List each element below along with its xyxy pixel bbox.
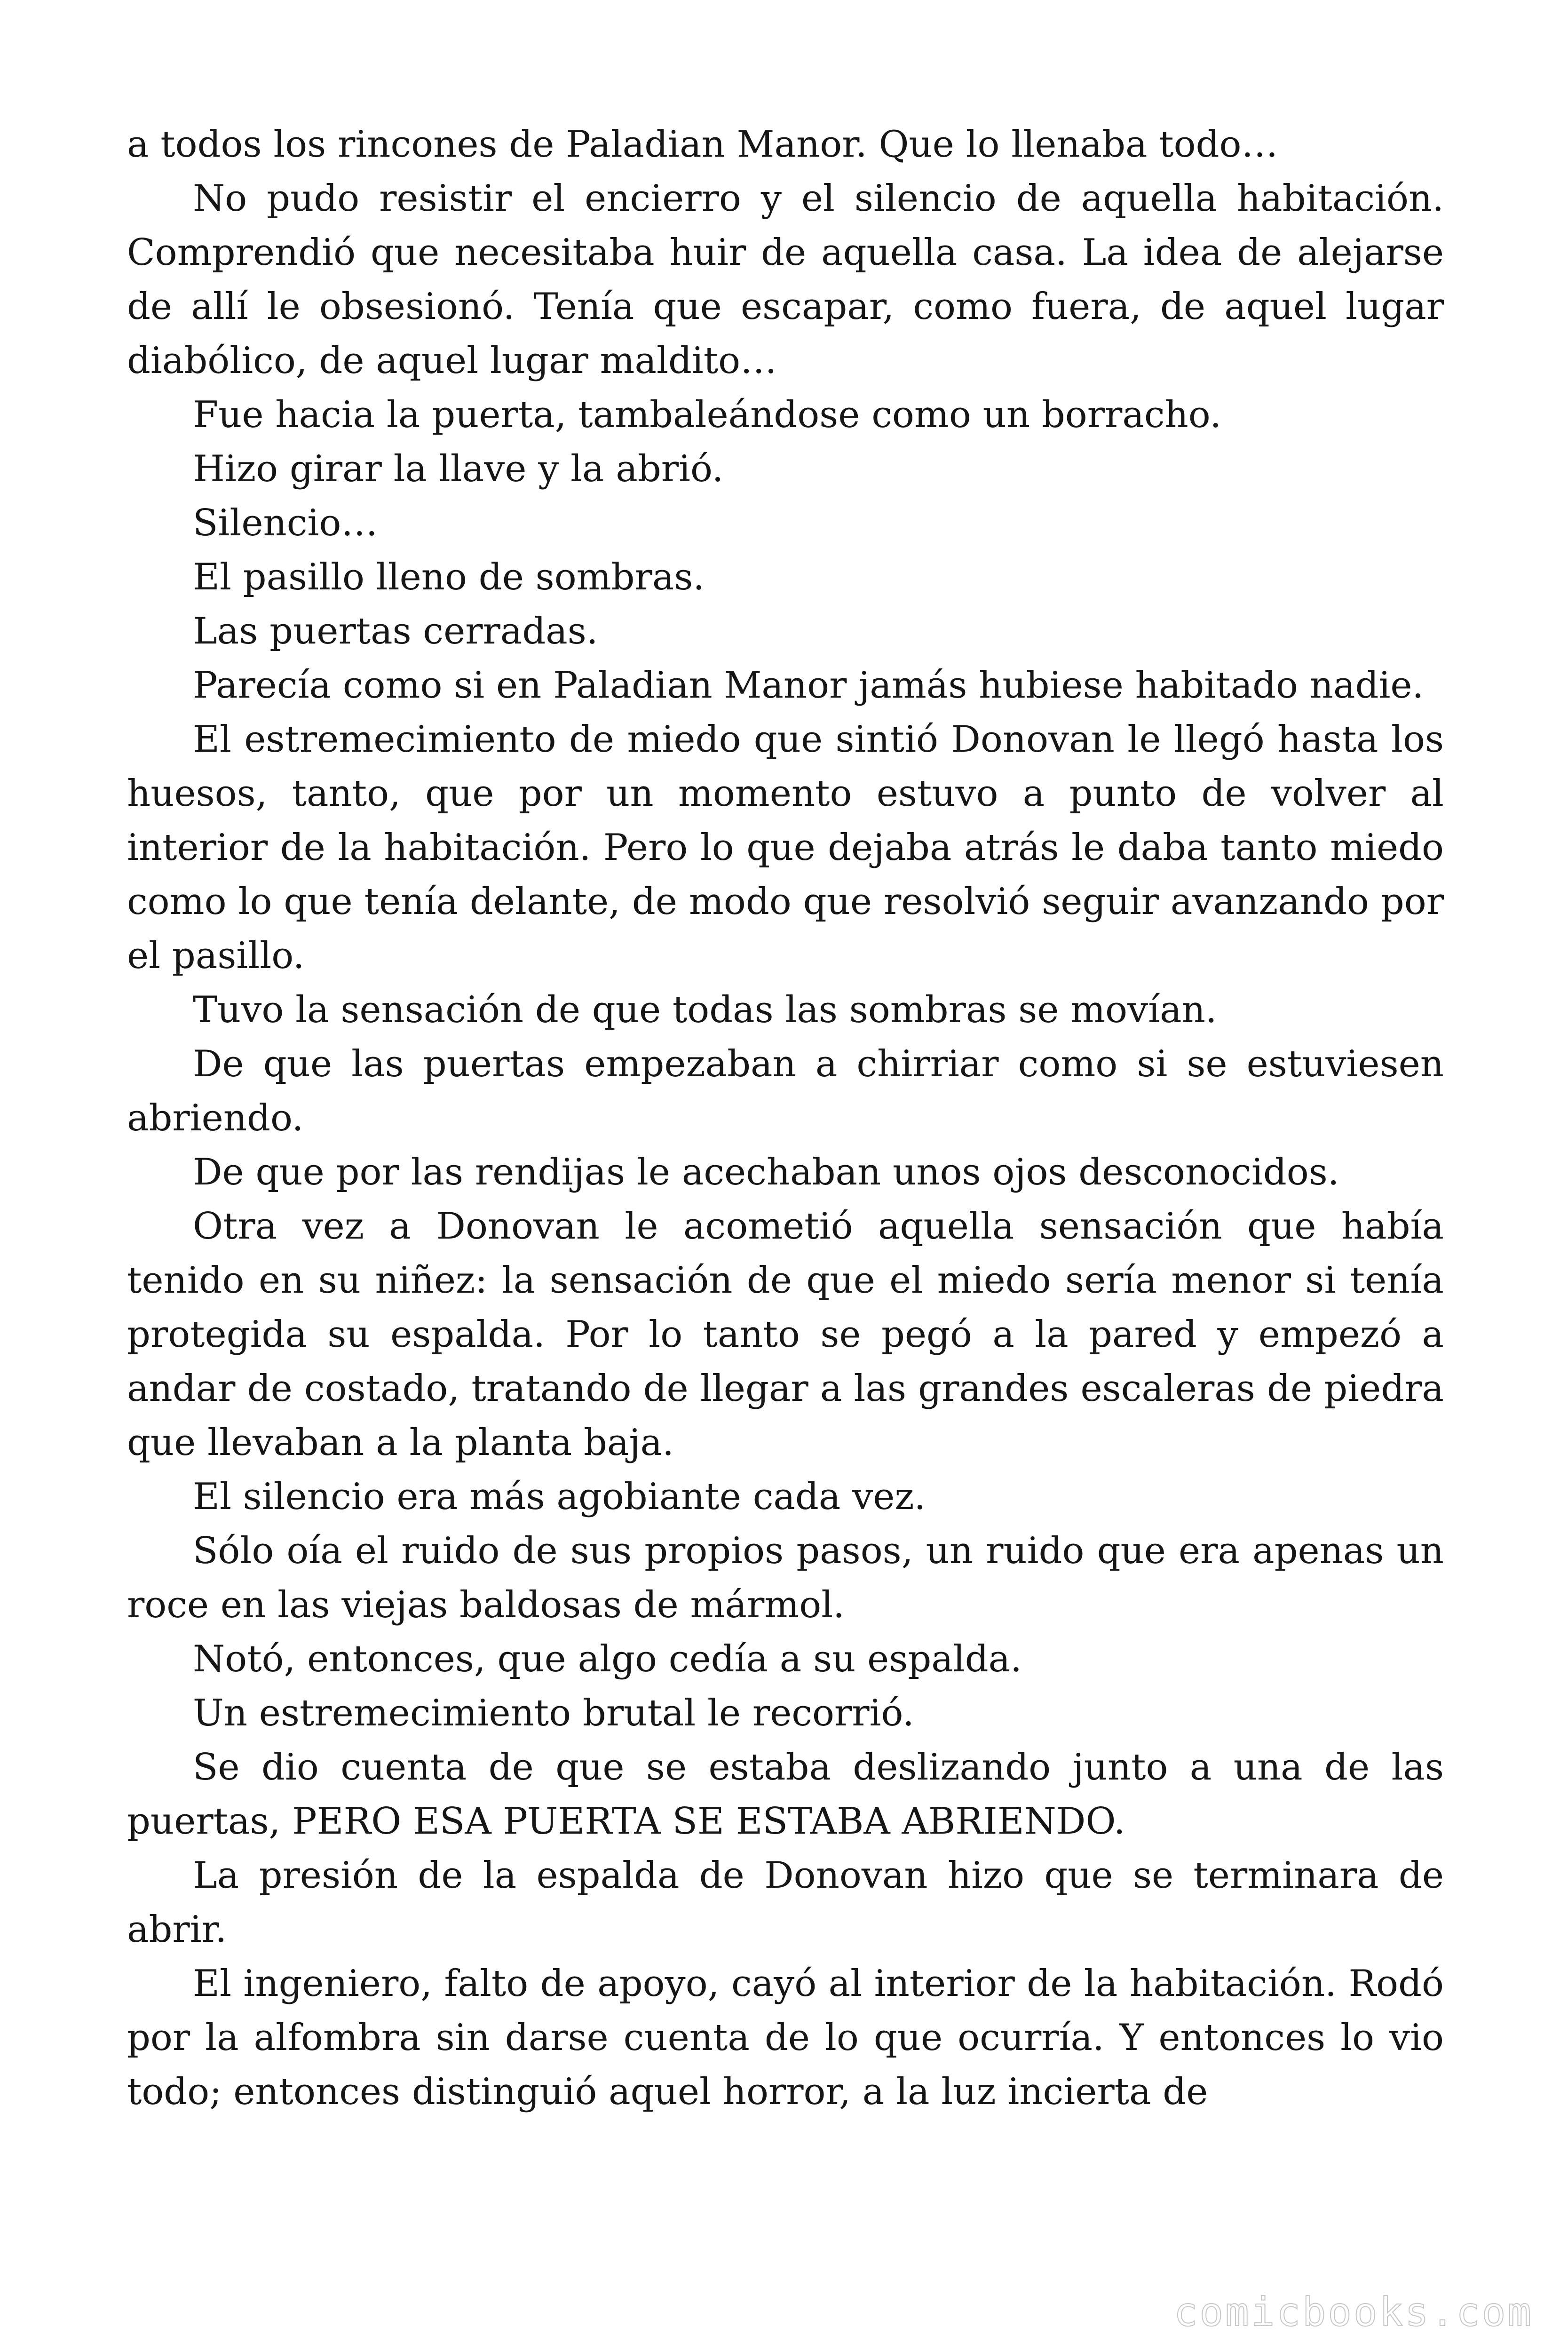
book-page	[127, 118, 1444, 2206]
paragraph: La presión de la espalda de Donovan hizo que se terminara de abrir.	[127, 1854, 1444, 1951]
paragraph: Sólo oía el ruido de sus propios pasos, un ruido que era apenas un roce en las viejas baldosas de mármol.	[127, 1530, 1444, 1626]
paragraph: El silencio era más agobiante cada vez.	[193, 1476, 926, 1518]
paragraph: El ingeniero, falto de apoyo, cayó al interior de la habitación. Rodó por la alfombra sin darse cuenta de lo que ocurría. Y entonces lo vio todo; entonces distinguió aquel horror, a la luz incierta de	[127, 1963, 1444, 2113]
paragraph: Un estremecimiento brutal le recorrió.	[193, 1692, 914, 1734]
paragraph: a todos los rincones de Paladian Manor. Que lo llenaba todo…	[127, 123, 1278, 166]
paragraph: Otra vez a Donovan le acometió aquella sensación que había tenido en su niñez: la sensación de que el miedo sería menor si tenía protegida su espalda. Por lo tanto se pegó a la pared y empezó a andar de costado, tratando de llegar a las grandes escaleras de piedra que llevaban a la planta baja.	[127, 1205, 1444, 1464]
paragraph: Se dio cuenta de que se estaba deslizando junto a una de las puertas, PERO ESA PUERTA SE ESTABA ABRIENDO.	[127, 1746, 1444, 1843]
paragraph: No pudo resistir el encierro y el silencio de aquella habitación. Comprendió que necesitaba huir de aquella casa. La idea de alejarse de allí le obsesionó. Tenía que escapar, como fuera, de aquel lugar diabólico, de aquel lugar maldito…	[127, 177, 1444, 382]
paragraph: Notó, entonces, que algo cedía a su espalda.	[193, 1638, 1022, 1680]
paragraph: De que las puertas empezaban a chirriar como si se estuviesen abriendo.	[127, 1043, 1444, 1139]
paragraph: Hizo girar la llave y la abrió.	[193, 448, 724, 490]
page-text	[127, 118, 1444, 2119]
paragraph: Fue hacia la puerta, tambaleándose como un borracho.	[193, 394, 1222, 436]
paragraph: Tuvo la sensación de que todas las sombras se movían.	[193, 989, 1217, 1031]
paragraph: Parecía como si en Paladian Manor jamás hubiese habitado nadie.	[193, 664, 1424, 707]
watermark: comicbooks.com	[1173, 2289, 1533, 2335]
paragraph: Silencio…	[193, 502, 378, 544]
paragraph: El pasillo lleno de sombras.	[193, 556, 705, 598]
paragraph: De que por las rendijas le acechaban unos ojos desconocidos.	[193, 1151, 1339, 1193]
paragraph: Las puertas cerradas.	[193, 610, 598, 652]
paragraph: El estremecimiento de miedo que sintió Donovan le llegó hasta los huesos, tanto, que por un momento estuvo a punto de volver al interior de la habitación. Pero lo que dejaba atrás le daba tanto miedo como lo que tenía delante, de modo que resolvió seguir avanzando por el pasillo.	[127, 718, 1444, 977]
